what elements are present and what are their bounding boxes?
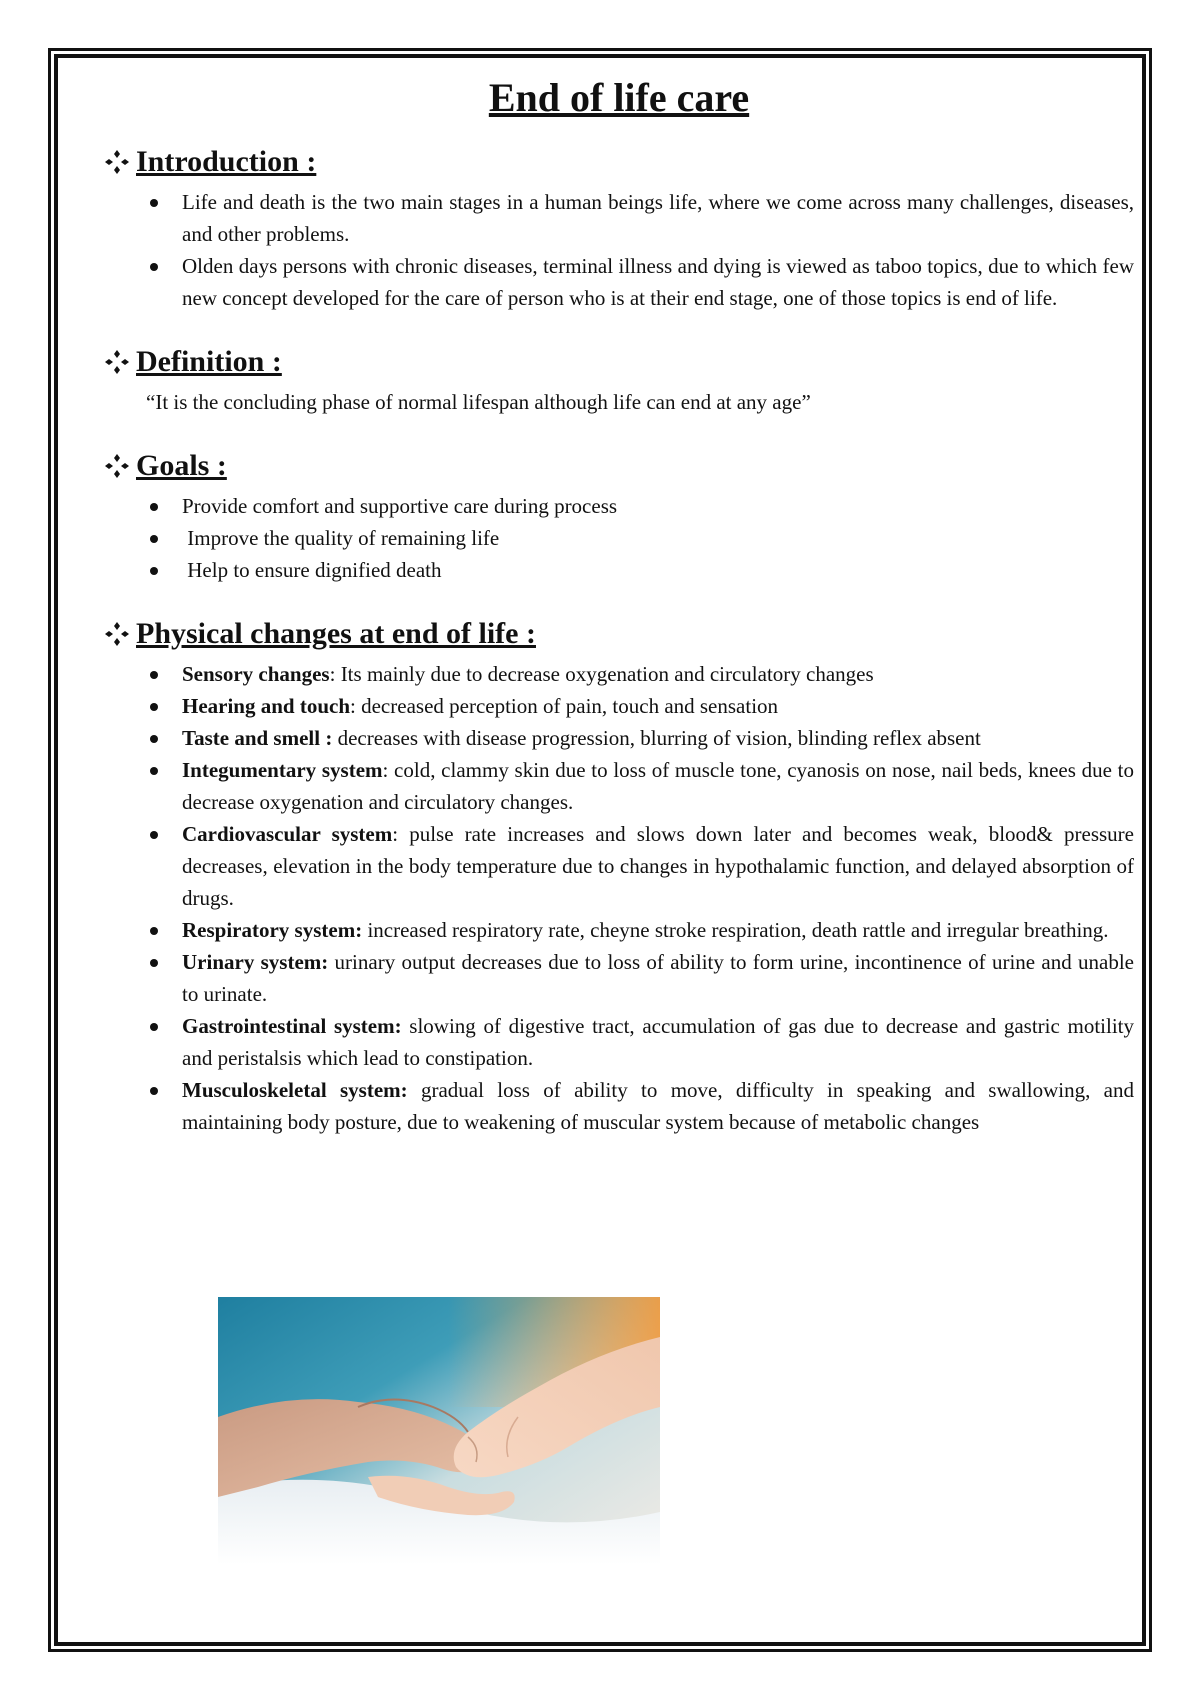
list-text: gradual loss of ability to move, difficulty in speaking and swallowing, and maintaining body posture, due to weakening of muscular system because of metabolic changes [182, 1078, 1134, 1134]
document-content [104, 72, 1134, 1166]
section-goals [104, 446, 1134, 586]
definition-quote: “It is the concluding phase of normal lifespan although life can end at any age” [146, 390, 811, 414]
list-term: Cardiovascular system [182, 822, 393, 846]
list-item [146, 690, 1134, 722]
holding-hands-photo [218, 1297, 660, 1565]
list-item [146, 754, 1134, 818]
heading-text: Definition : [136, 345, 282, 378]
list-text: : cold, clammy skin due to loss of muscle tone, cyanosis on nose, nail beds, knees due to decrease oxygenation and circulatory changes. [182, 758, 1134, 814]
list-term: Sensory changes [182, 662, 330, 686]
section-introduction [104, 142, 1134, 314]
section-heading-physical-changes [104, 614, 1134, 654]
four-diamond-icon [104, 149, 130, 175]
four-diamond-icon [104, 349, 130, 375]
list-item [146, 1074, 1134, 1138]
section-physical-changes [104, 614, 1134, 1138]
list-item [146, 914, 1134, 946]
introduction-list [104, 186, 1134, 314]
list-text: urinary output decreases due to loss of ability to form urine, incontinence of urine and unable to urinate. [182, 950, 1134, 1006]
list-text: : decreased perception of pain, touch and sensation [350, 694, 779, 718]
heading-text: Introduction : [136, 145, 317, 178]
list-item: Help to ensure dignified death [146, 554, 1134, 586]
goals-list [104, 490, 1134, 586]
list-item [146, 722, 1134, 754]
list-item [146, 946, 1134, 1010]
list-text: decreases with disease progression, blurring of vision, blinding reflex absent [332, 726, 981, 750]
list-item [146, 818, 1134, 914]
list-term: Taste and smell : [182, 726, 333, 750]
list-text: slowing of digestive tract, accumulation of gas due to decrease and gastric motility and peristalsis which lead to constipation. [182, 1014, 1134, 1070]
section-heading-goals [104, 446, 1134, 486]
heading-text: Physical changes at end of life : [136, 617, 536, 650]
list-item [146, 1010, 1134, 1074]
list-term: Urinary system: [182, 950, 329, 974]
list-term: Hearing and touch [182, 694, 351, 718]
list-item: Improve the quality of remaining life [146, 522, 1134, 554]
list-item: Life and death is the two main stages in a human beings life, where we come across many challenges, diseases, and other problems. [146, 186, 1134, 250]
list-item: Provide comfort and supportive care during process [146, 490, 1134, 522]
section-definition [104, 342, 1134, 418]
physical-changes-list [104, 658, 1134, 1138]
list-text: : pulse rate increases and slows down later and becomes weak, blood& pressure decreases, elevation in the body temperature due to changes in hypothalamic function, and delayed absorption of drugs. [182, 822, 1134, 910]
section-heading-introduction [104, 142, 1134, 182]
four-diamond-icon [104, 453, 130, 479]
list-term: Musculoskeletal system: [182, 1078, 408, 1102]
list-term: Gastrointestinal system: [182, 1014, 402, 1038]
list-item: Olden days persons with chronic diseases, terminal illness and dying is viewed as taboo topics, due to which few new concept developed for the care of person who is at their end stage, one of those topics is end of life. [146, 250, 1134, 314]
list-text: : Its mainly due to decrease oxygenation and circulatory changes [329, 662, 874, 686]
heading-text: Goals : [136, 449, 227, 482]
list-text: increased respiratory rate, cheyne stroke respiration, death rattle and irregular breathing. [362, 918, 1109, 942]
four-diamond-icon [104, 621, 130, 647]
section-heading-definition [104, 342, 1134, 382]
list-term: Respiratory system: [182, 918, 363, 942]
document-title: End of life care [488, 75, 750, 120]
list-item [146, 658, 1134, 690]
list-term: Integumentary system [182, 758, 383, 782]
